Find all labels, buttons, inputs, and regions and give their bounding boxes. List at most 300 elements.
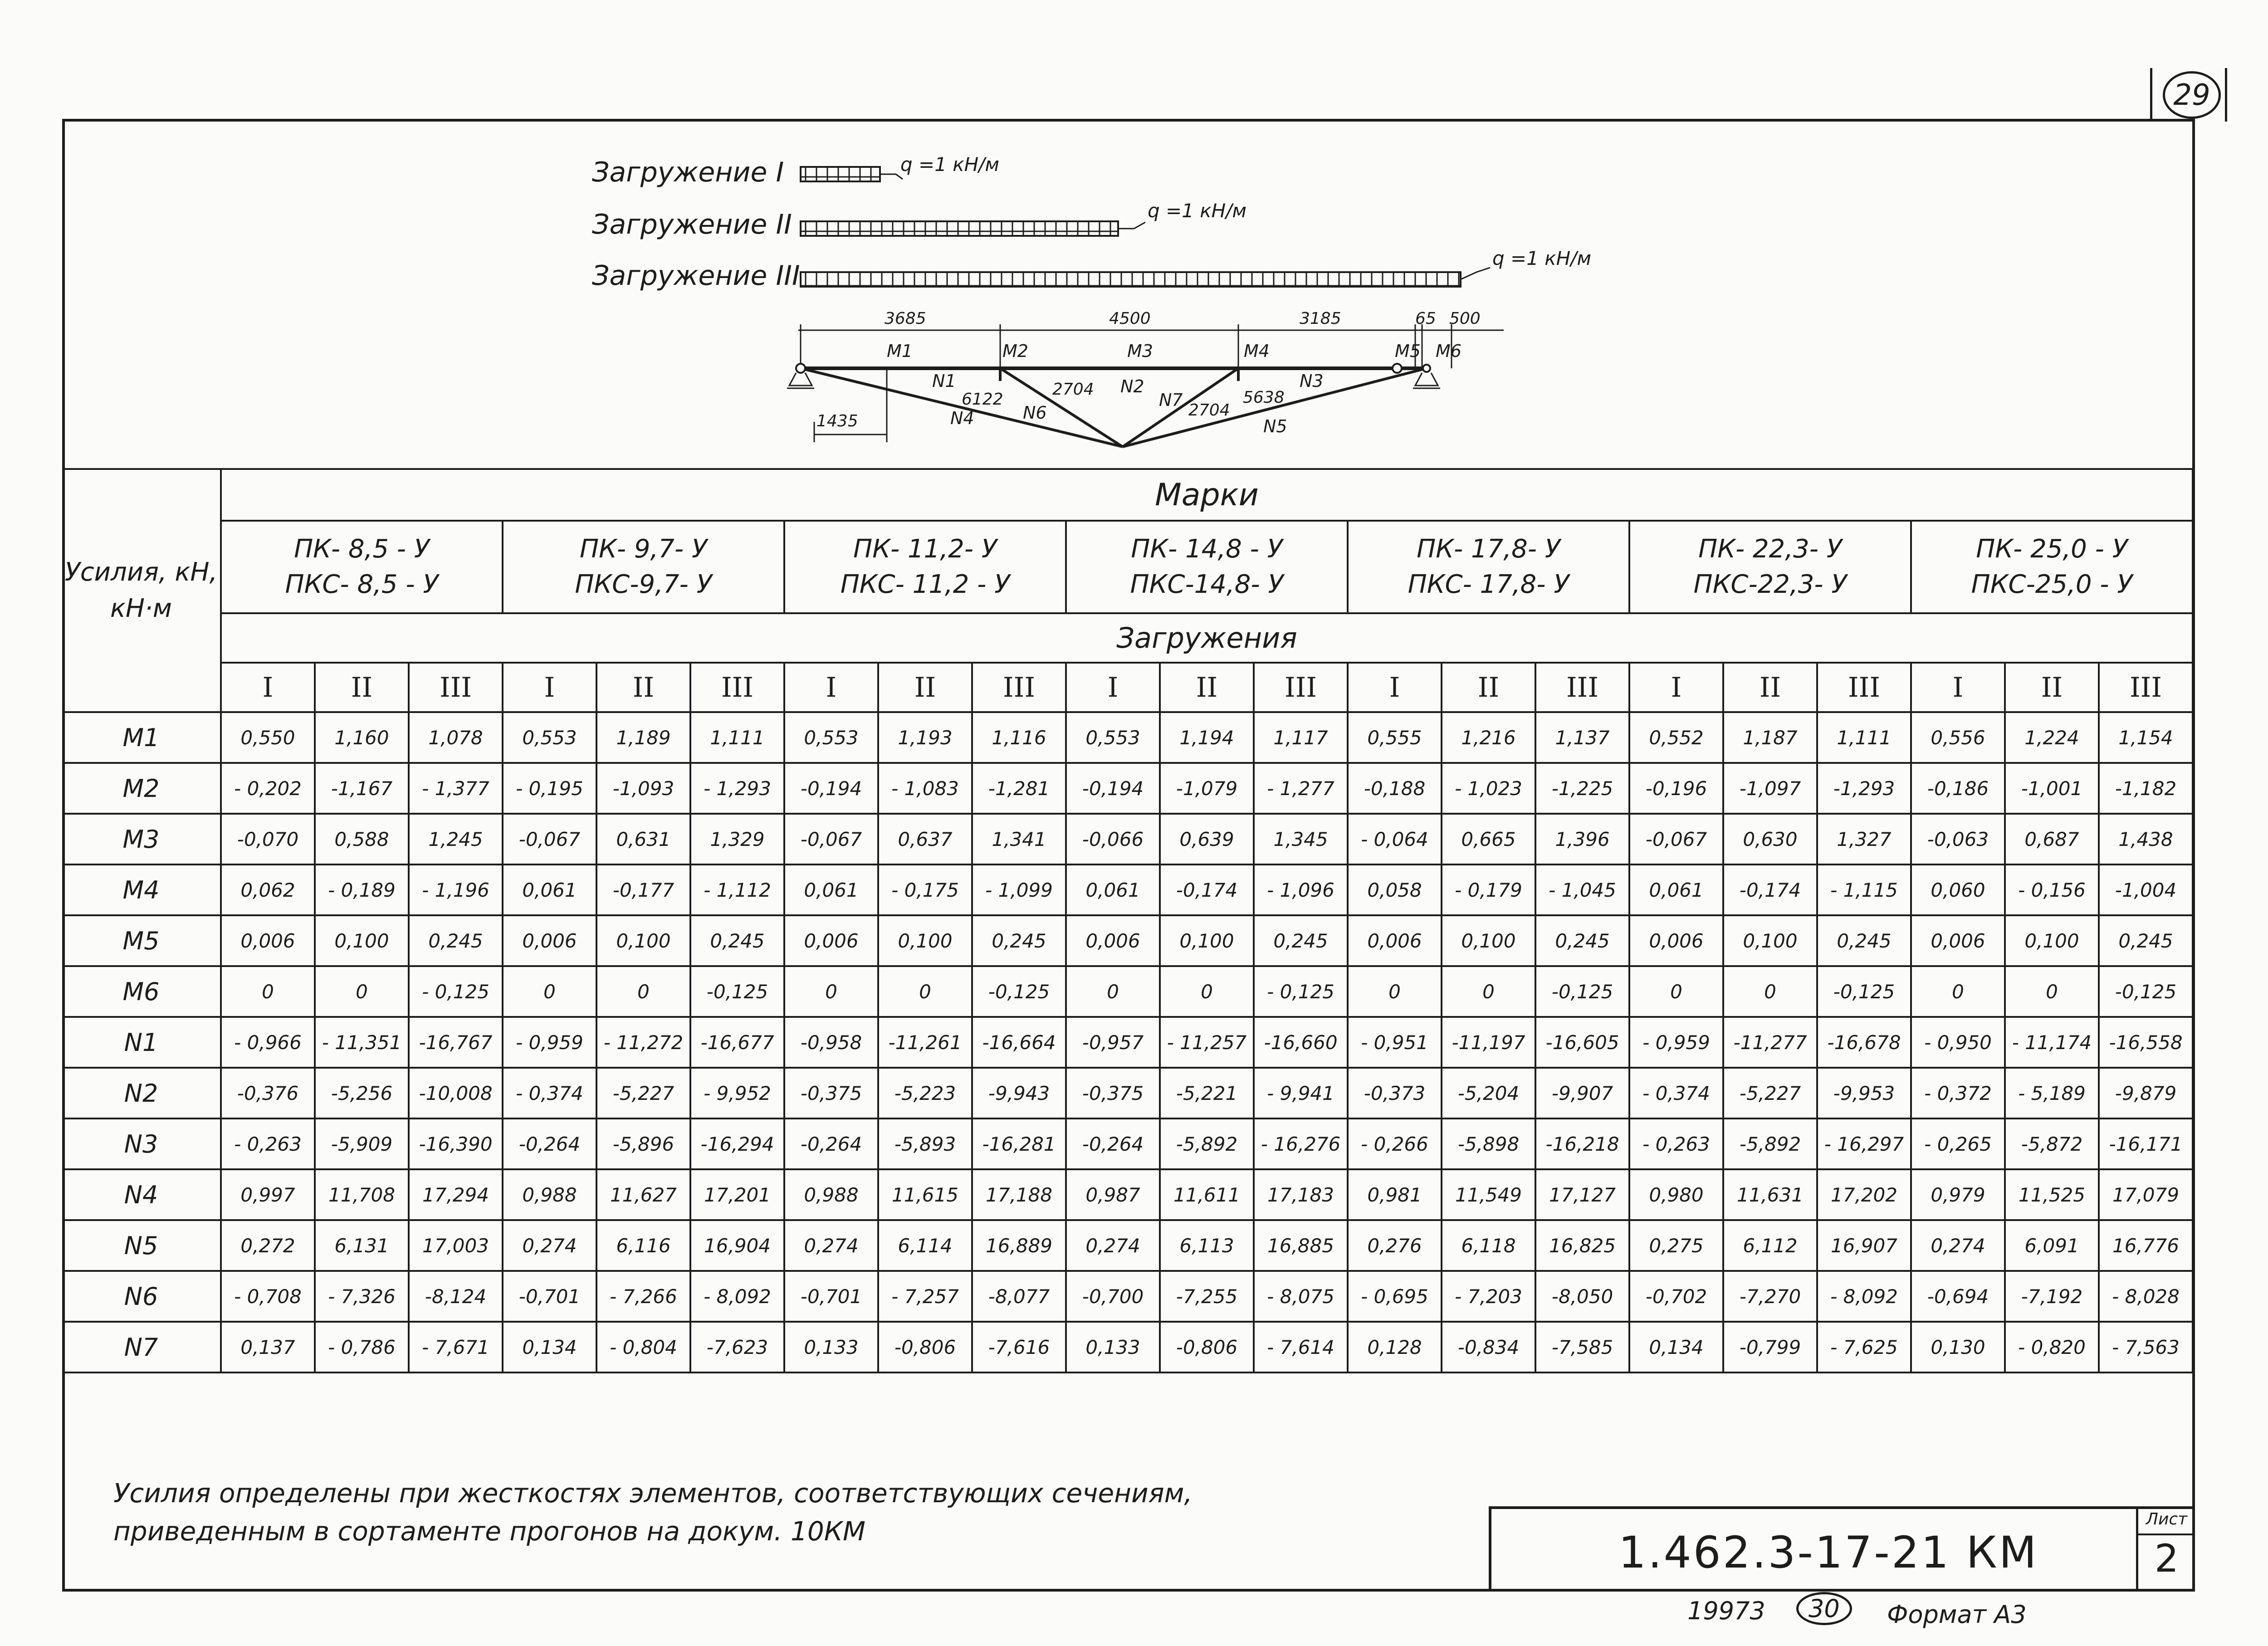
value-cell: -0,063 — [1911, 814, 2005, 865]
value-cell: -16,678 — [1817, 1017, 1911, 1068]
value-cell: 16,889 — [972, 1220, 1066, 1271]
value-cell: -0,834 — [1442, 1322, 1535, 1372]
value-cell: -0,700 — [1066, 1271, 1160, 1322]
value-cell: -1,079 — [1160, 763, 1254, 814]
value-cell: 0,058 — [1348, 865, 1442, 915]
value-cell: -0,264 — [503, 1118, 596, 1169]
value-cell: 11,615 — [878, 1169, 972, 1220]
mark-line1: ПК- 14,8 - У — [1131, 534, 1283, 564]
mark-line2: ПКС- 17,8- У — [1408, 570, 1569, 599]
value-cell: - 0,064 — [1348, 814, 1442, 865]
value-cell: 11,611 — [1160, 1169, 1254, 1220]
value-cell: 1,193 — [878, 712, 972, 763]
value-cell: 1,224 — [2005, 712, 2099, 763]
value-cell: -0,194 — [1066, 763, 1160, 814]
value-cell: 0 — [503, 966, 596, 1017]
value-cell: 0,980 — [1629, 1169, 1723, 1220]
value-cell: 1,111 — [690, 712, 784, 763]
value-cell: 0,988 — [503, 1169, 596, 1220]
value-cell: 0,100 — [2005, 915, 2099, 966]
document-code: 1.462.3-17-21 КМ — [1618, 1527, 2038, 1578]
value-cell: 0,272 — [221, 1220, 315, 1271]
mark-line1: ПК- 17,8- У — [1417, 534, 1560, 564]
value-cell: - 11,351 — [315, 1017, 409, 1068]
value-cell: 0,639 — [1160, 814, 1254, 865]
loads-header: Загружения — [221, 613, 2193, 663]
table-row — [62, 763, 2193, 814]
mark-3 — [784, 521, 1066, 613]
value-cell: -0,702 — [1629, 1271, 1723, 1322]
value-cell: 16,904 — [690, 1220, 784, 1271]
row-label: M6 — [62, 966, 221, 1017]
mark-line2: ПКС-14,8- У — [1130, 570, 1284, 599]
sheet-number: 2 — [2154, 1536, 2179, 1581]
value-cell: -0,701 — [503, 1271, 596, 1322]
value-cell: - 7,614 — [1254, 1322, 1348, 1372]
value-cell: 0,006 — [1066, 915, 1160, 966]
row-label: N2 — [62, 1068, 221, 1118]
value-cell: -8,124 — [409, 1271, 503, 1322]
value-cell: -1,001 — [2005, 763, 2099, 814]
value-cell: 1,078 — [409, 712, 503, 763]
value-cell: 0 — [1911, 966, 2005, 1017]
table-row — [62, 1220, 2193, 1271]
value-cell: -5,221 — [1160, 1068, 1254, 1118]
value-cell: 1,187 — [1723, 712, 1817, 763]
value-cell: - 0,695 — [1348, 1271, 1442, 1322]
value-cell: 0,987 — [1066, 1169, 1160, 1220]
value-cell: 0,245 — [1254, 915, 1348, 966]
mark-line1: ПК- 25,0 - У — [1976, 534, 2128, 564]
value-cell: - 8,092 — [1817, 1271, 1911, 1322]
page-number: 29 — [2163, 71, 2221, 119]
mark-1 — [221, 521, 503, 613]
value-cell: - 1,099 — [972, 865, 1066, 915]
value-cell: 1,116 — [972, 712, 1066, 763]
value-cell: 1,245 — [409, 814, 503, 865]
title-block — [1489, 1506, 2195, 1592]
value-cell: 0,134 — [503, 1322, 596, 1372]
value-cell: 0,553 — [503, 712, 596, 763]
loading-col-7-2: II — [2005, 663, 2099, 712]
value-cell: -7,585 — [1535, 1322, 1629, 1372]
value-cell: -5,893 — [878, 1118, 972, 1169]
loading-col-7-1: I — [1911, 663, 2005, 712]
value-cell: -7,616 — [972, 1322, 1066, 1372]
value-cell: 0 — [1348, 966, 1442, 1017]
value-cell: -7,192 — [2005, 1271, 2099, 1322]
value-cell: 0,100 — [1160, 915, 1254, 966]
value-cell: - 8,075 — [1254, 1271, 1348, 1322]
value-cell: -5,204 — [1442, 1068, 1535, 1118]
row-label: M3 — [62, 814, 221, 865]
node-m5: M5 — [1395, 341, 1421, 361]
value-cell: 0,100 — [596, 915, 690, 966]
value-cell: -0,125 — [1535, 966, 1629, 1017]
value-cell: -7,255 — [1160, 1271, 1254, 1322]
loading-2-label: Загружение II — [592, 209, 792, 240]
value-cell: - 11,257 — [1160, 1017, 1254, 1068]
value-cell: 17,188 — [972, 1169, 1066, 1220]
value-cell: - 0,374 — [1629, 1068, 1723, 1118]
value-cell: -16,390 — [409, 1118, 503, 1169]
mark-6 — [1629, 521, 1911, 613]
length-n4: 6122 — [962, 390, 1003, 409]
value-cell: 1,345 — [1254, 814, 1348, 865]
value-cell: 6,116 — [596, 1220, 690, 1271]
row-label: N4 — [62, 1169, 221, 1220]
value-cell: - 0,804 — [596, 1322, 690, 1372]
value-cell: 0,274 — [784, 1220, 878, 1271]
dim-4: 65 — [1415, 309, 1436, 328]
length-n7: 2704 — [1188, 401, 1230, 420]
loading-col-3-2: II — [878, 663, 972, 712]
node-m3: M3 — [1127, 341, 1153, 361]
value-cell: 16,776 — [2099, 1220, 2193, 1271]
value-cell: - 0,266 — [1348, 1118, 1442, 1169]
mark-line1: ПК- 22,3- У — [1698, 534, 1842, 564]
corner-header: Усилия, кН, кН·м — [62, 469, 221, 712]
note: Усилия определены при жесткостях элементов, соответствующих сечениям, приведенным в сортаменте прогонов на докум. 10КМ — [113, 1478, 1193, 1547]
value-cell: - 0,708 — [221, 1271, 315, 1322]
dim-5: 500 — [1449, 309, 1481, 328]
value-cell: - 0,179 — [1442, 865, 1535, 915]
value-cell: 0,060 — [1911, 865, 2005, 915]
table-row — [62, 1322, 2193, 1372]
truss-scheme — [0, 0, 2268, 467]
value-cell: 0 — [1629, 966, 1723, 1017]
value-cell: -16,171 — [2099, 1118, 2193, 1169]
value-cell: 17,202 — [1817, 1169, 1911, 1220]
value-cell: -0,799 — [1723, 1322, 1817, 1372]
load-bar-3 — [801, 268, 1490, 287]
value-cell: 0,556 — [1911, 712, 2005, 763]
mark-7 — [1911, 521, 2193, 613]
value-cell: 0 — [1442, 966, 1535, 1017]
length-n6: 2704 — [1052, 380, 1094, 399]
value-cell: -16,281 — [972, 1118, 1066, 1169]
value-cell: 0,100 — [315, 915, 409, 966]
value-cell: - 7,326 — [315, 1271, 409, 1322]
value-cell: - 8,028 — [2099, 1271, 2193, 1322]
inventory-number: 19973 — [1687, 1597, 1765, 1625]
mark-line2: ПКС-9,7- У — [575, 570, 712, 599]
value-cell: - 0,786 — [315, 1322, 409, 1372]
value-cell: -11,277 — [1723, 1017, 1817, 1068]
value-cell: 0,006 — [1911, 915, 2005, 966]
value-cell: - 7,625 — [1817, 1322, 1911, 1372]
value-cell: - 0,820 — [2005, 1322, 2099, 1372]
mark-4 — [1066, 521, 1348, 613]
member-n4: N4 — [950, 408, 974, 428]
value-cell: 0,274 — [503, 1220, 596, 1271]
mark-2 — [503, 521, 784, 613]
value-cell: 0,979 — [1911, 1169, 2005, 1220]
value-cell: -16,294 — [690, 1118, 784, 1169]
loading-col-3-1: I — [784, 663, 878, 712]
value-cell: -0,125 — [690, 966, 784, 1017]
table-row — [62, 1271, 2193, 1322]
value-cell: 1,396 — [1535, 814, 1629, 865]
value-cell: - 1,096 — [1254, 865, 1348, 915]
node-m4: M4 — [1244, 341, 1270, 361]
value-cell: - 0,263 — [1629, 1118, 1723, 1169]
value-cell: 0,588 — [315, 814, 409, 865]
value-cell: 0,100 — [878, 915, 972, 966]
loading-col-2-2: II — [596, 663, 690, 712]
value-cell: 0,550 — [221, 712, 315, 763]
load-bar-2 — [801, 221, 1145, 236]
value-cell: 6,114 — [878, 1220, 972, 1271]
value-cell: 1,137 — [1535, 712, 1629, 763]
loading-col-5-2: II — [1442, 663, 1535, 712]
value-cell: 0 — [315, 966, 409, 1017]
value-cell: 0,245 — [690, 915, 784, 966]
value-cell: -8,050 — [1535, 1271, 1629, 1322]
value-cell: -0,373 — [1348, 1068, 1442, 1118]
value-cell: 0,133 — [1066, 1322, 1160, 1372]
value-cell: 17,294 — [409, 1169, 503, 1220]
value-cell: 11,708 — [315, 1169, 409, 1220]
forces-table — [62, 468, 2194, 1373]
value-cell: - 0,959 — [1629, 1017, 1723, 1068]
value-cell: - 7,266 — [596, 1271, 690, 1322]
value-cell: 0,245 — [1817, 915, 1911, 966]
mark-line2: ПКС-22,3- У — [1693, 570, 1847, 599]
value-cell: 0,245 — [409, 915, 503, 966]
value-cell: 11,549 — [1442, 1169, 1535, 1220]
loading-col-3-3: III — [972, 663, 1066, 712]
value-cell: 0,555 — [1348, 712, 1442, 763]
value-cell: 0,274 — [1066, 1220, 1160, 1271]
value-cell: - 16,276 — [1254, 1118, 1348, 1169]
table-row — [62, 1118, 2193, 1169]
value-cell: -0,067 — [1629, 814, 1723, 865]
value-cell: -0,177 — [596, 865, 690, 915]
loading-col-1-3: III — [409, 663, 503, 712]
value-cell: -9,879 — [2099, 1068, 2193, 1118]
value-cell: - 7,671 — [409, 1322, 503, 1372]
value-cell: 0 — [221, 966, 315, 1017]
value-cell: 1,194 — [1160, 712, 1254, 763]
value-cell: -5,896 — [596, 1118, 690, 1169]
value-cell: - 1,045 — [1535, 865, 1629, 915]
member-n3: N3 — [1300, 371, 1324, 391]
value-cell: 0,245 — [972, 915, 1066, 966]
loading-1-label: Загружение I — [592, 156, 784, 188]
value-cell: 16,885 — [1254, 1220, 1348, 1271]
table-row — [62, 915, 2193, 966]
table-row — [62, 1017, 2193, 1068]
value-cell: - 0,951 — [1348, 1017, 1442, 1068]
value-cell: -0,070 — [221, 814, 315, 865]
value-cell: 0,130 — [1911, 1322, 2005, 1372]
table-row — [62, 966, 2193, 1017]
value-cell: 0,630 — [1723, 814, 1817, 865]
value-cell: -0,196 — [1629, 763, 1723, 814]
value-cell: - 1,377 — [409, 763, 503, 814]
value-cell: - 1,115 — [1817, 865, 1911, 915]
value-cell: 0,006 — [1629, 915, 1723, 966]
value-cell: 0 — [878, 966, 972, 1017]
value-cell: 0 — [596, 966, 690, 1017]
value-cell: -11,197 — [1442, 1017, 1535, 1068]
truss — [787, 364, 1440, 447]
value-cell: -16,558 — [2099, 1017, 2193, 1068]
dim-bottom: 1435 — [816, 412, 858, 430]
value-cell: -0,066 — [1066, 814, 1160, 865]
value-cell: 0,276 — [1348, 1220, 1442, 1271]
loading-col-5-3: III — [1535, 663, 1629, 712]
value-cell: - 0,372 — [1911, 1068, 2005, 1118]
value-cell: - 11,174 — [2005, 1017, 2099, 1068]
value-cell: 0,245 — [2099, 915, 2193, 966]
value-cell: - 0,175 — [878, 865, 972, 915]
value-cell: - 1,023 — [1442, 763, 1535, 814]
mark-line2: ПКС- 11,2 - У — [840, 570, 1010, 599]
mark-line2: ПКС-25,0 - У — [1971, 570, 2133, 599]
loading-col-1-2: II — [315, 663, 409, 712]
node-m6: M6 — [1436, 341, 1461, 361]
value-cell: -5,227 — [596, 1068, 690, 1118]
mark-line2: ПКС- 8,5 - У — [285, 570, 439, 599]
value-cell: -0,264 — [784, 1118, 878, 1169]
dim-2: 4500 — [1109, 309, 1151, 328]
value-cell: 11,627 — [596, 1169, 690, 1220]
value-cell: 11,525 — [2005, 1169, 2099, 1220]
value-cell: - 0,156 — [2005, 865, 2099, 915]
value-cell: -0,067 — [503, 814, 596, 865]
sheet-label: Лист — [2138, 1510, 2195, 1535]
value-cell: - 9,941 — [1254, 1068, 1348, 1118]
value-cell: 0,006 — [503, 915, 596, 966]
value-cell: 16,825 — [1535, 1220, 1629, 1271]
table-row — [62, 712, 2193, 763]
value-cell: -0,174 — [1160, 865, 1254, 915]
value-cell: 0,006 — [221, 915, 315, 966]
value-cell: - 0,959 — [503, 1017, 596, 1068]
value-cell: -1,004 — [2099, 865, 2193, 915]
value-cell: 0,997 — [221, 1169, 315, 1220]
loading-col-2-3: III — [690, 663, 784, 712]
loading-col-6-3: III — [1817, 663, 1911, 712]
value-cell: -1,167 — [315, 763, 409, 814]
value-cell: 17,127 — [1535, 1169, 1629, 1220]
value-cell: -7,623 — [690, 1322, 784, 1372]
value-cell: -7,270 — [1723, 1271, 1817, 1322]
value-cell: 0,061 — [1629, 865, 1723, 915]
value-cell: - 0,263 — [221, 1118, 315, 1169]
row-label: N5 — [62, 1220, 221, 1271]
value-cell: -1,281 — [972, 763, 1066, 814]
mark-line1: ПК- 11,2- У — [853, 534, 997, 564]
value-cell: -5,892 — [1160, 1118, 1254, 1169]
member-n5: N5 — [1263, 416, 1287, 436]
loading-col-1-1: I — [221, 663, 315, 712]
value-cell: 0,100 — [1723, 915, 1817, 966]
value-cell: - 0,189 — [315, 865, 409, 915]
value-cell: - 16,297 — [1817, 1118, 1911, 1169]
value-cell: - 7,563 — [2099, 1322, 2193, 1372]
loading-3-q: q =1 кН/м — [1492, 247, 1592, 269]
value-cell: -16,677 — [690, 1017, 784, 1068]
value-cell: 0,061 — [1066, 865, 1160, 915]
value-cell: -8,077 — [972, 1271, 1066, 1322]
value-cell: 17,079 — [2099, 1169, 2193, 1220]
loading-2-q: q =1 кН/м — [1148, 200, 1247, 222]
value-cell: -16,767 — [409, 1017, 503, 1068]
table-row — [62, 1068, 2193, 1118]
mark-line1: ПК- 8,5 - У — [294, 534, 430, 564]
value-cell: - 7,257 — [878, 1271, 972, 1322]
value-cell: -0,125 — [2099, 966, 2193, 1017]
value-cell: -1,225 — [1535, 763, 1629, 814]
value-cell: 17,183 — [1254, 1169, 1348, 1220]
row-label: M5 — [62, 915, 221, 966]
value-cell: - 0,195 — [503, 763, 596, 814]
loading-col-6-1: I — [1629, 663, 1723, 712]
value-cell: 0,981 — [1348, 1169, 1442, 1220]
value-cell: 0,553 — [1066, 712, 1160, 763]
value-cell: - 0,950 — [1911, 1017, 2005, 1068]
value-cell: -16,660 — [1254, 1017, 1348, 1068]
length-n5: 5638 — [1243, 388, 1285, 407]
value-cell: - 0,125 — [409, 966, 503, 1017]
value-cell: 0,245 — [1535, 915, 1629, 966]
value-cell: 1,327 — [1817, 814, 1911, 865]
loading-col-2-1: I — [503, 663, 596, 712]
value-cell: 6,118 — [1442, 1220, 1535, 1271]
loading-col-6-2: II — [1723, 663, 1817, 712]
value-cell: - 0,125 — [1254, 966, 1348, 1017]
value-cell: -10,008 — [409, 1068, 503, 1118]
value-cell: 0 — [1066, 966, 1160, 1017]
value-cell: -1,093 — [596, 763, 690, 814]
value-cell: 0,552 — [1629, 712, 1723, 763]
mark-5 — [1348, 521, 1629, 613]
value-cell: 1,154 — [2099, 712, 2193, 763]
value-cell: 0,134 — [1629, 1322, 1723, 1372]
row-label: N1 — [62, 1017, 221, 1068]
value-cell: - 1,112 — [690, 865, 784, 915]
value-cell: -0,701 — [784, 1271, 878, 1322]
value-cell: 0,061 — [503, 865, 596, 915]
value-cell: 1,189 — [596, 712, 690, 763]
value-cell: 0,100 — [1442, 915, 1535, 966]
value-cell: 1,341 — [972, 814, 1066, 865]
value-cell: 1,216 — [1442, 712, 1535, 763]
value-cell: 1,329 — [690, 814, 784, 865]
loading-col-4-1: I — [1066, 663, 1160, 712]
value-cell: -0,125 — [1817, 966, 1911, 1017]
value-cell: -0,194 — [784, 763, 878, 814]
row-label: N7 — [62, 1322, 221, 1372]
value-cell: - 1,196 — [409, 865, 503, 915]
value-cell: -5,256 — [315, 1068, 409, 1118]
value-cell: 0,274 — [1911, 1220, 2005, 1271]
row-label: M4 — [62, 865, 221, 915]
value-cell: 1,111 — [1817, 712, 1911, 763]
value-cell: -0,188 — [1348, 763, 1442, 814]
loading-col-7-3: III — [2099, 663, 2193, 712]
value-cell: -0,958 — [784, 1017, 878, 1068]
mark-line1: ПК- 9,7- У — [579, 534, 708, 564]
value-cell: 1,160 — [315, 712, 409, 763]
value-cell: 0,687 — [2005, 814, 2099, 865]
value-cell: 11,631 — [1723, 1169, 1817, 1220]
value-cell: -0,125 — [972, 966, 1066, 1017]
value-cell: 0,631 — [596, 814, 690, 865]
